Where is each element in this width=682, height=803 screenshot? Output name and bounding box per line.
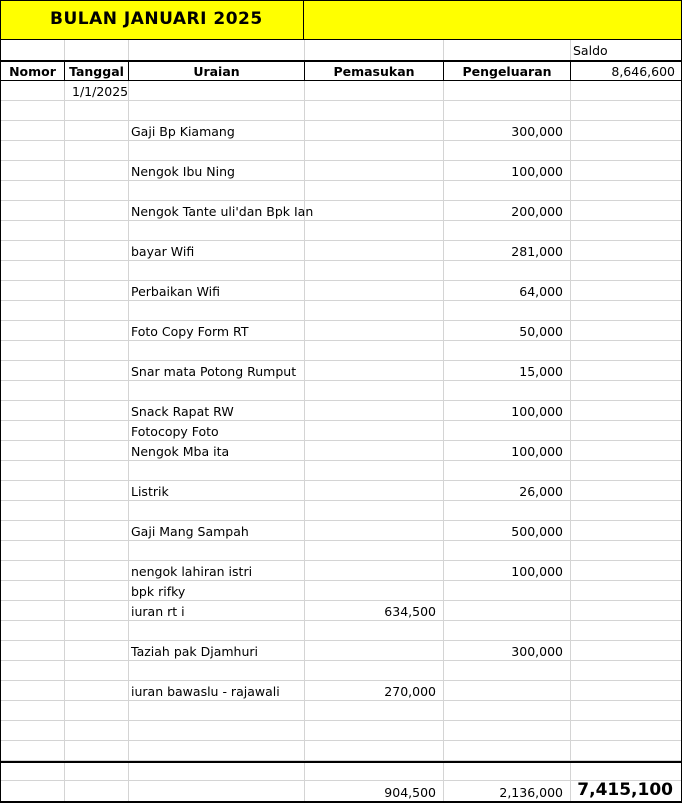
saldo-label[interactable]: Saldo [573, 43, 608, 58]
grid-line [64, 40, 65, 803]
grid-line [0, 300, 682, 301]
grid-line [0, 480, 682, 481]
grid-line [0, 260, 682, 261]
uraian-cell[interactable]: Foto Copy Form RT [131, 324, 249, 339]
pengeluaran-cell[interactable]: 100,000 [511, 564, 563, 579]
grid-line [0, 360, 682, 361]
uraian-cell[interactable]: Gaji Bp Kiamang [131, 124, 235, 139]
pengeluaran-cell[interactable]: 15,000 [519, 364, 563, 379]
grid-line [0, 120, 682, 121]
uraian-cell[interactable]: Listrik [131, 484, 169, 499]
grid-line [0, 420, 682, 421]
header-uraian[interactable]: Uraian [193, 64, 240, 79]
grid-line [0, 740, 682, 741]
title-divider [303, 0, 304, 40]
uraian-cell[interactable]: Nengok Mba ita [131, 444, 230, 459]
pengeluaran-cell[interactable]: 100,000 [511, 444, 563, 459]
uraian-cell[interactable]: Nengok Ibu Ning [131, 164, 235, 179]
grid-line [0, 340, 682, 341]
pengeluaran-cell[interactable]: 100,000 [511, 404, 563, 419]
uraian-cell[interactable]: Perbaikan Wifi [131, 284, 220, 299]
grid-line [0, 560, 682, 561]
grid-line [0, 220, 682, 221]
uraian-cell[interactable]: Gaji Mang Sampah [131, 524, 249, 539]
grid-line [0, 320, 682, 321]
totals-top-border [0, 761, 682, 763]
header-pemasukan[interactable]: Pemasukan [333, 64, 415, 79]
grid-line [0, 720, 682, 721]
total-pemasukan[interactable]: 904,500 [384, 785, 436, 800]
pengeluaran-cell[interactable]: 64,000 [519, 284, 563, 299]
grid-line [0, 140, 682, 141]
pengeluaran-cell[interactable]: 300,000 [511, 644, 563, 659]
pengeluaran-cell[interactable]: 26,000 [519, 484, 563, 499]
pengeluaran-cell[interactable]: 300,000 [511, 124, 563, 139]
grid-line [0, 600, 682, 601]
border-left [0, 0, 1, 803]
grid-line [0, 380, 682, 381]
grid-line [0, 680, 682, 681]
grid-line [0, 580, 682, 581]
grid-line [128, 40, 129, 803]
title-bottom-border [0, 39, 682, 40]
pengeluaran-cell[interactable]: 50,000 [519, 324, 563, 339]
border-top [0, 0, 682, 1]
saldo-akhir[interactable]: 7,415,100 [577, 780, 673, 800]
sheet-title: BULAN JANUARI 2025 [50, 9, 263, 29]
grid-line [0, 520, 682, 521]
saldo-awal[interactable]: 8,646,600 [611, 64, 675, 79]
grid-line [0, 660, 682, 661]
grid-line [0, 460, 682, 461]
pemasukan-cell[interactable]: 634,500 [384, 604, 436, 619]
grid-line [0, 160, 682, 161]
uraian-cell-continued[interactable]: bpk rifky [131, 584, 186, 599]
grid-line [0, 440, 682, 441]
uraian-cell[interactable]: iuran rt i [131, 604, 185, 619]
grid-line [0, 240, 682, 241]
total-pengeluaran[interactable]: 2,136,000 [499, 785, 563, 800]
grid-line [0, 200, 682, 201]
grid-line [0, 500, 682, 501]
uraian-cell[interactable]: iuran bawaslu - rajawali [131, 684, 280, 699]
uraian-cell[interactable]: Snack Rapat RW [131, 404, 234, 419]
grid-line [0, 180, 682, 181]
uraian-cell[interactable]: Nengok Tante uli'dan Bpk Ian [131, 204, 314, 219]
header-pengeluaran[interactable]: Pengeluaran [462, 64, 552, 79]
uraian-cell[interactable]: Taziah pak Djamhuri [131, 644, 259, 659]
grid-line [0, 400, 682, 401]
uraian-cell[interactable]: Snar mata Potong Rumput [131, 364, 297, 379]
pengeluaran-cell[interactable]: 281,000 [511, 244, 563, 259]
pengeluaran-cell[interactable]: 500,000 [511, 524, 563, 539]
grid-line [0, 540, 682, 541]
pengeluaran-cell[interactable]: 100,000 [511, 164, 563, 179]
grid-line [570, 40, 571, 803]
pengeluaran-cell[interactable]: 200,000 [511, 204, 563, 219]
grid-line [0, 640, 682, 641]
uraian-cell[interactable]: bayar Wifi [131, 244, 195, 259]
header-tanggal[interactable]: Tanggal [69, 64, 124, 79]
uraian-cell-continued[interactable]: Fotocopy Foto [131, 424, 219, 439]
header-nomor[interactable]: Nomor [9, 64, 56, 79]
uraian-cell[interactable]: nengok lahiran istri [131, 564, 253, 579]
pemasukan-cell[interactable]: 270,000 [384, 684, 436, 699]
tanggal-cell[interactable]: 1/1/2025 [72, 84, 129, 99]
grid-line [0, 280, 682, 281]
